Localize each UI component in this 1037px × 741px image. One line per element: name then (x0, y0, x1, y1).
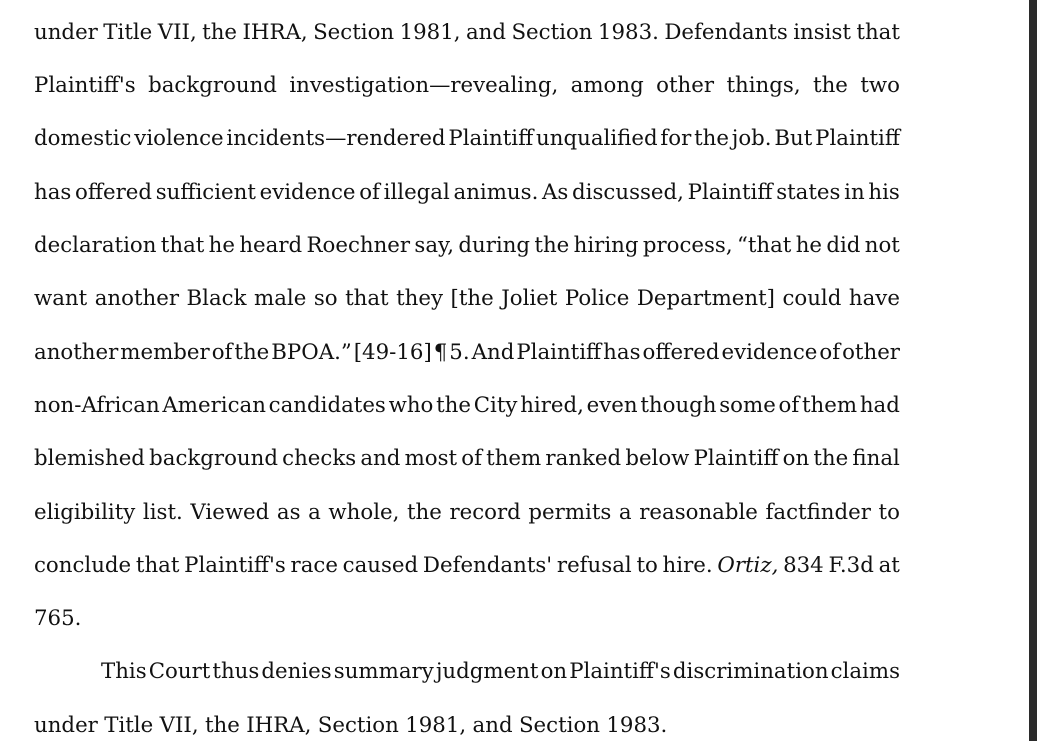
word: F.3d (828, 553, 874, 578)
word: the (436, 393, 472, 418)
word: things, (726, 73, 801, 98)
word: Plaintiff (516, 340, 602, 365)
word: Plaintiff's (34, 73, 136, 98)
word: 1983. (597, 20, 659, 45)
word: heard (239, 233, 303, 258)
word: Roechner (306, 233, 411, 258)
word: permits (528, 500, 612, 525)
word: claims (830, 659, 900, 684)
word: summary (333, 659, 434, 684)
word: Title (103, 20, 153, 45)
word: the (694, 126, 729, 151)
word: another (34, 340, 119, 365)
word: on (782, 446, 810, 471)
word: and (472, 713, 513, 738)
word: most (404, 446, 458, 471)
word: had (859, 393, 900, 418)
word: Ortiz, (717, 553, 779, 578)
word: they (396, 286, 444, 311)
word: could (782, 286, 842, 311)
word: a (618, 500, 632, 525)
word: record (449, 500, 521, 525)
word: 1981, (399, 20, 461, 45)
word: the (204, 713, 240, 738)
word: the (813, 73, 848, 98)
word: ¶ (433, 340, 448, 365)
word: other (656, 73, 715, 98)
word: background (149, 446, 278, 471)
word: though (640, 393, 717, 418)
word: 834 (783, 553, 824, 578)
word: states (776, 180, 841, 205)
word: 1981, (405, 713, 467, 738)
word: As (542, 180, 569, 205)
word: member (120, 340, 210, 365)
word: incidents—rendered (226, 126, 446, 151)
word: conclude (34, 553, 132, 578)
word: to (636, 553, 658, 578)
word: Joliet (501, 286, 558, 311)
word: the (813, 446, 849, 471)
word: offered (642, 340, 720, 365)
text-line-7 (34, 339, 900, 367)
word: below (625, 446, 690, 471)
word: at (878, 553, 900, 578)
text-line-10 (34, 499, 900, 527)
word: 1983. (606, 713, 668, 738)
word: race (290, 553, 338, 578)
word: he (795, 233, 823, 258)
word: to (878, 500, 900, 525)
word: ranked (545, 446, 622, 471)
word: say, (414, 233, 455, 258)
word: evidence (259, 180, 356, 205)
word: Department] (636, 286, 775, 311)
word: [the (450, 286, 494, 311)
word: have (848, 286, 900, 311)
word: not (864, 233, 900, 258)
word: domestic (34, 126, 132, 151)
word: violence (134, 126, 224, 151)
word: his (868, 180, 900, 205)
word: has (34, 180, 72, 205)
word: non-African (34, 393, 160, 418)
word: and (360, 446, 401, 471)
word: 5. (449, 340, 470, 365)
word: on (540, 659, 568, 684)
text-line-14 (34, 712, 900, 740)
word: and (465, 20, 507, 45)
word: that (856, 20, 900, 45)
word: discrimination (672, 659, 829, 684)
word: Section (317, 713, 399, 738)
word: reasonable (639, 500, 758, 525)
word: discussed, (572, 180, 684, 205)
word: Plaintiff (448, 126, 534, 151)
word: Police (564, 286, 630, 311)
word: sufficient (155, 180, 256, 205)
word: hire. (662, 553, 713, 578)
word: Court (148, 659, 211, 684)
word: illegal (383, 180, 450, 205)
word: in (844, 180, 865, 205)
word: list. (142, 500, 183, 525)
word: VII, (157, 20, 197, 45)
word: of (211, 340, 233, 365)
word: of (461, 446, 482, 471)
word: some (719, 393, 776, 418)
word: the (202, 20, 238, 45)
word: of (778, 393, 800, 418)
word: Section (313, 20, 395, 45)
word: [49-16] (353, 340, 432, 365)
word: Title (104, 713, 154, 738)
word: the (406, 500, 442, 525)
word: IHRA, (242, 20, 308, 45)
word: has (603, 340, 641, 365)
word: Defendants (664, 20, 788, 45)
word: But (774, 126, 813, 151)
word: Defendants' (422, 553, 553, 578)
word: background (148, 73, 277, 98)
word: investigation—revealing, (289, 73, 559, 98)
word: City (473, 393, 518, 418)
word: “that (736, 233, 792, 258)
text-line-8 (34, 392, 900, 420)
word: judgment (435, 659, 539, 684)
word: of (819, 340, 841, 365)
word: want (34, 286, 88, 311)
word: unqualified (536, 126, 658, 151)
word: final (852, 446, 900, 471)
word: declaration (34, 233, 157, 258)
word: evidence (721, 340, 818, 365)
word: so (313, 286, 338, 311)
word: This (101, 659, 147, 684)
word: the (534, 233, 570, 258)
word: checks (282, 446, 357, 471)
text-line-3 (34, 125, 900, 153)
word: them (802, 393, 858, 418)
text-line-4 (34, 179, 900, 207)
word: as (276, 500, 301, 525)
word: factfinder (765, 500, 871, 525)
word: the (234, 340, 270, 365)
word: American (162, 393, 266, 418)
word: who (388, 393, 434, 418)
word: refusal (556, 553, 632, 578)
word: eligibility (34, 500, 136, 525)
text-line-11 (34, 552, 900, 580)
word: Section (518, 713, 600, 738)
text-line-9 (34, 445, 900, 473)
word: IHRA, (246, 713, 312, 738)
word: during (458, 233, 531, 258)
word: insist (793, 20, 851, 45)
word: Black (186, 286, 247, 311)
word: denies (261, 659, 332, 684)
word: Viewed (190, 500, 270, 525)
word: 765. (34, 606, 82, 631)
word: animus. (453, 180, 539, 205)
page-edge-border (1029, 0, 1037, 741)
word: even (586, 393, 638, 418)
word: job. (731, 126, 772, 151)
word: VII, (159, 713, 199, 738)
word: BPOA.” (271, 340, 352, 365)
word: Plaintiff's (569, 659, 671, 684)
word: other (842, 340, 900, 365)
word: Plaintiff (693, 446, 779, 471)
word: hiring (573, 233, 639, 258)
word: Plaintiff's (184, 553, 286, 578)
word: among (570, 73, 644, 98)
word: Plaintiff (815, 126, 900, 151)
word: And (471, 340, 515, 365)
word: blemished (34, 446, 145, 471)
word: candidates (268, 393, 386, 418)
text-line-1 (34, 19, 900, 47)
word: of (359, 180, 380, 205)
text-line-5 (34, 232, 900, 260)
word: Plaintiff (687, 180, 773, 205)
word: male (254, 286, 307, 311)
word: two (860, 73, 900, 98)
word: that (135, 553, 180, 578)
word: them (486, 446, 542, 471)
word: hired, (520, 393, 584, 418)
word: caused (342, 553, 419, 578)
word: whole, (328, 500, 400, 525)
word: he (208, 233, 235, 258)
word: a (308, 500, 321, 525)
word: offered (75, 180, 153, 205)
word: Section (511, 20, 593, 45)
word: that (345, 286, 389, 311)
text-line-13 (101, 658, 900, 686)
word: under (34, 713, 98, 738)
text-line-12 (34, 605, 900, 633)
word: another (94, 286, 179, 311)
word: under (34, 20, 98, 45)
text-line-6 (34, 285, 900, 313)
word: for (660, 126, 692, 151)
text-line-2 (34, 72, 900, 100)
word: that (160, 233, 205, 258)
word: process, (642, 233, 733, 258)
word: did (826, 233, 861, 258)
word: thus (212, 659, 260, 684)
